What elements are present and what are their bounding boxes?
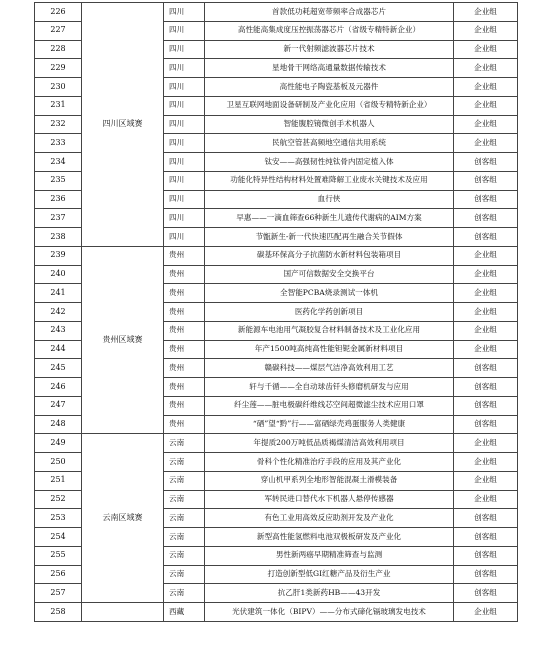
province-cell: 云南 <box>164 546 205 565</box>
province-cell: 四川 <box>164 153 205 172</box>
project-name-cell: “硒”望“黔”行——富硒绿壳鸡蛋服务人类健康 <box>205 415 454 434</box>
province-cell: 四川 <box>164 59 205 78</box>
project-name-cell: 智能腹腔镜微创手术机器人 <box>205 115 454 134</box>
row-number: 253 <box>35 509 82 528</box>
province-cell: 云南 <box>164 509 205 528</box>
province-cell: 云南 <box>164 565 205 584</box>
row-number: 246 <box>35 378 82 397</box>
project-name-cell: 光伏建筑一体化（BIPV）——分布式碲化镉玻璃发电技术 <box>205 603 454 622</box>
group-cell: 创客组 <box>454 528 518 547</box>
province-cell: 云南 <box>164 453 205 472</box>
province-cell: 贵州 <box>164 303 205 322</box>
group-cell: 创客组 <box>454 228 518 247</box>
row-number: 226 <box>35 3 82 22</box>
province-cell: 贵州 <box>164 359 205 378</box>
region-cell: 贵州区域赛 <box>82 246 164 434</box>
project-name-cell: 新型高性能氢燃料电池双极板研发及产业化 <box>205 528 454 547</box>
row-number: 245 <box>35 359 82 378</box>
project-name-cell: 抗乙肝1类新药HB——43开发 <box>205 584 454 603</box>
table-body <box>35 3 518 622</box>
project-name-cell: 新能源车电池用气凝胶复合材料制备技术及工业化应用 <box>205 321 454 340</box>
province-cell: 贵州 <box>164 396 205 415</box>
province-cell: 云南 <box>164 471 205 490</box>
group-cell: 企业组 <box>454 434 518 453</box>
project-name-cell: 高性能电子陶瓷基板及元器件 <box>205 78 454 97</box>
province-cell: 贵州 <box>164 284 205 303</box>
row-number: 256 <box>35 565 82 584</box>
group-cell: 企业组 <box>454 490 518 509</box>
row-number: 235 <box>35 171 82 190</box>
project-name-cell: 血行侠 <box>205 190 454 209</box>
table-row <box>35 246 518 265</box>
province-cell: 四川 <box>164 228 205 247</box>
row-number: 257 <box>35 584 82 603</box>
row-number: 232 <box>35 115 82 134</box>
row-number: 254 <box>35 528 82 547</box>
row-number: 243 <box>35 321 82 340</box>
project-name-cell: 军转民进口替代水下机器人悬停传感器 <box>205 490 454 509</box>
row-number: 234 <box>35 153 82 172</box>
group-cell: 企业组 <box>454 21 518 40</box>
province-cell: 云南 <box>164 584 205 603</box>
table-row <box>35 434 518 453</box>
project-name-cell: 星地骨干网络高通量数据传输技术 <box>205 59 454 78</box>
project-name-cell: 民航空管甚高频地空通信共用系统 <box>205 134 454 153</box>
group-cell: 企业组 <box>454 453 518 472</box>
province-cell: 贵州 <box>164 378 205 397</box>
province-cell: 西藏 <box>164 603 205 622</box>
project-name-cell: 高性能高集成度压控振荡器芯片（省级专精特新企业） <box>205 21 454 40</box>
project-name-cell: 全智能PCBA烧录测试一体机 <box>205 284 454 303</box>
group-cell: 企业组 <box>454 96 518 115</box>
province-cell: 四川 <box>164 40 205 59</box>
group-cell: 企业组 <box>454 59 518 78</box>
group-cell: 创客组 <box>454 378 518 397</box>
province-cell: 四川 <box>164 209 205 228</box>
group-cell: 创客组 <box>454 584 518 603</box>
region-cell <box>82 603 164 622</box>
province-cell: 贵州 <box>164 415 205 434</box>
group-cell: 创客组 <box>454 565 518 584</box>
group-cell: 创客组 <box>454 171 518 190</box>
row-number: 240 <box>35 265 82 284</box>
project-name-cell: 年产1500吨高纯高性能钽铌金属新材料项目 <box>205 340 454 359</box>
row-number: 258 <box>35 603 82 622</box>
group-cell: 创客组 <box>454 209 518 228</box>
table-row <box>35 603 518 622</box>
group-cell: 企业组 <box>454 471 518 490</box>
province-cell: 四川 <box>164 115 205 134</box>
project-name-cell: 打造创新型低GI红糖产品及衍生产业 <box>205 565 454 584</box>
province-cell: 四川 <box>164 96 205 115</box>
project-name-cell: 骨科个性化精准治疗手段的应用及其产业化 <box>205 453 454 472</box>
province-cell: 四川 <box>164 78 205 97</box>
project-name-cell: 碳基环保高分子抗菌防水新材料包装箱项目 <box>205 246 454 265</box>
project-name-cell: 功能化特异性结构材料处置难降解工业废水关键技术及应用 <box>205 171 454 190</box>
table-row <box>35 3 518 22</box>
project-table <box>34 2 518 622</box>
project-name-cell: 节甑新生-新一代快速匹配再生融合关节假体 <box>205 228 454 247</box>
group-cell: 企业组 <box>454 40 518 59</box>
row-number: 233 <box>35 134 82 153</box>
project-name-cell: 轩与千循——全自动球齿钎头修磨机研发与应用 <box>205 378 454 397</box>
row-number: 255 <box>35 546 82 565</box>
row-number: 242 <box>35 303 82 322</box>
province-cell: 四川 <box>164 134 205 153</box>
group-cell: 创客组 <box>454 415 518 434</box>
row-number: 229 <box>35 59 82 78</box>
group-cell: 创客组 <box>454 396 518 415</box>
project-name-cell: 新一代射频滤波器芯片技术 <box>205 40 454 59</box>
group-cell: 企业组 <box>454 78 518 97</box>
province-cell: 四川 <box>164 190 205 209</box>
group-cell: 企业组 <box>454 134 518 153</box>
group-cell: 企业组 <box>454 265 518 284</box>
group-cell: 企业组 <box>454 246 518 265</box>
project-name-cell: 年提质200万吨低品质褐煤清洁高效利用项目 <box>205 434 454 453</box>
region-cell: 云南区域赛 <box>82 434 164 603</box>
row-number: 250 <box>35 453 82 472</box>
region-cell: 四川区域赛 <box>82 3 164 247</box>
province-cell: 四川 <box>164 21 205 40</box>
group-cell: 企业组 <box>454 115 518 134</box>
project-name-cell: 赣碳科技——煤层气洁净高效利用工艺 <box>205 359 454 378</box>
project-name-cell: 纤尘莲——脏电极碳纤维线芯空间超微滤尘技术应用口罩 <box>205 396 454 415</box>
row-number: 227 <box>35 21 82 40</box>
province-cell: 云南 <box>164 434 205 453</box>
project-name-cell: 早惠——一滴血筛查66种新生儿遗传代谢病的AIM方案 <box>205 209 454 228</box>
row-number: 228 <box>35 40 82 59</box>
group-cell: 创客组 <box>454 359 518 378</box>
group-cell: 创客组 <box>454 546 518 565</box>
row-number: 238 <box>35 228 82 247</box>
row-number: 231 <box>35 96 82 115</box>
row-number: 249 <box>35 434 82 453</box>
province-cell: 云南 <box>164 528 205 547</box>
province-cell: 贵州 <box>164 321 205 340</box>
project-name-cell: 医药化学药创新项目 <box>205 303 454 322</box>
project-name-cell: 有色工业用高效反应助剂开发及产业化 <box>205 509 454 528</box>
group-cell: 创客组 <box>454 153 518 172</box>
province-cell: 四川 <box>164 171 205 190</box>
group-cell: 创客组 <box>454 509 518 528</box>
group-cell: 企业组 <box>454 303 518 322</box>
row-number: 251 <box>35 471 82 490</box>
row-number: 252 <box>35 490 82 509</box>
row-number: 236 <box>35 190 82 209</box>
province-cell: 贵州 <box>164 265 205 284</box>
project-name-cell: 国产可信数据安全交换平台 <box>205 265 454 284</box>
group-cell: 企业组 <box>454 321 518 340</box>
row-number: 244 <box>35 340 82 359</box>
project-name-cell: 首款低功耗超宽带频率合成器芯片 <box>205 3 454 22</box>
row-number: 237 <box>35 209 82 228</box>
province-cell: 贵州 <box>164 246 205 265</box>
group-cell: 创客组 <box>454 190 518 209</box>
province-cell: 贵州 <box>164 340 205 359</box>
group-cell: 企业组 <box>454 284 518 303</box>
group-cell: 企业组 <box>454 603 518 622</box>
row-number: 247 <box>35 396 82 415</box>
project-name-cell: 穿山机甲系列全地形智能混凝土滑模装备 <box>205 471 454 490</box>
project-name-cell: 钛安——高强韧性纯钛骨内固定植入体 <box>205 153 454 172</box>
group-cell: 企业组 <box>454 3 518 22</box>
group-cell: 企业组 <box>454 340 518 359</box>
province-cell: 四川 <box>164 3 205 22</box>
row-number: 248 <box>35 415 82 434</box>
province-cell: 云南 <box>164 490 205 509</box>
project-name-cell: 卫星互联网地面设备研制及产业化应用（省级专精特新企业） <box>205 96 454 115</box>
row-number: 230 <box>35 78 82 97</box>
row-number: 241 <box>35 284 82 303</box>
row-number: 239 <box>35 246 82 265</box>
results-sheet <box>34 2 517 622</box>
project-name-cell: 男性新两癌早期精准筛查与监测 <box>205 546 454 565</box>
